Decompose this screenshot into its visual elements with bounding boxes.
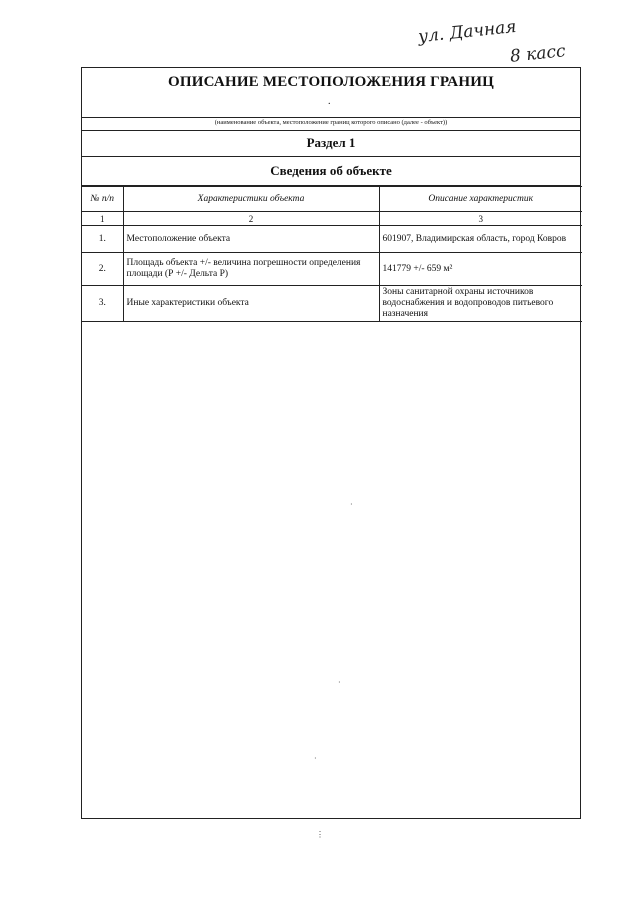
handwritten-note-street: ул. Дачная — [417, 16, 518, 48]
row-number: 1. — [82, 226, 123, 253]
scan-speck: ⋮ — [316, 830, 324, 839]
column-number: 3 — [379, 212, 582, 226]
section-box — [82, 131, 580, 157]
info-box — [82, 157, 580, 186]
row-characteristic: Площадь объекта +/- величина погрешности определения площади (Р +/- Дельта Р) — [123, 253, 379, 286]
header-number: № п/п — [82, 187, 123, 212]
table-row — [82, 286, 582, 322]
caption-box — [82, 118, 580, 131]
row-value: 601907, Владимирская область, город Ковров — [379, 226, 582, 253]
table-row — [82, 253, 582, 286]
row-number: 3. — [82, 286, 123, 322]
scan-speck: · — [350, 500, 353, 509]
info-heading: Сведения об объекте — [270, 163, 392, 178]
object-caption: (наименование объекта, местоположение границ которого описано (далее - объект)) — [214, 119, 448, 126]
section-title: Раздел 1 — [306, 135, 356, 150]
scan-speck: · — [314, 754, 317, 763]
table-row — [82, 226, 582, 253]
table-row — [82, 212, 582, 226]
row-number: 2. — [82, 253, 123, 286]
header-characteristics: Характеристики объекта — [123, 187, 379, 212]
object-table — [82, 186, 582, 322]
row-characteristic: Иные характеристики объекта — [123, 286, 379, 322]
header-description: Описание характеристик — [379, 187, 582, 212]
speck-dot: . — [328, 96, 331, 107]
document-frame — [81, 67, 581, 819]
document-title: ОПИСАНИЕ МЕСТОПОЛОЖЕНИЯ ГРАНИЦ — [168, 74, 494, 90]
row-characteristic: Местоположение объекта — [123, 226, 379, 253]
column-number: 2 — [123, 212, 379, 226]
column-number: 1 — [82, 212, 123, 226]
title-box — [82, 68, 580, 118]
row-value: 141779 +/- 659 м² — [379, 253, 582, 286]
scan-speck: · — [338, 678, 341, 687]
handwritten-note-number: 8 касс — [509, 41, 567, 67]
table-header-row — [82, 187, 582, 212]
row-value: Зоны санитарной охраны источников водоснабжения и водопроводов питьевого назначения — [379, 286, 582, 322]
